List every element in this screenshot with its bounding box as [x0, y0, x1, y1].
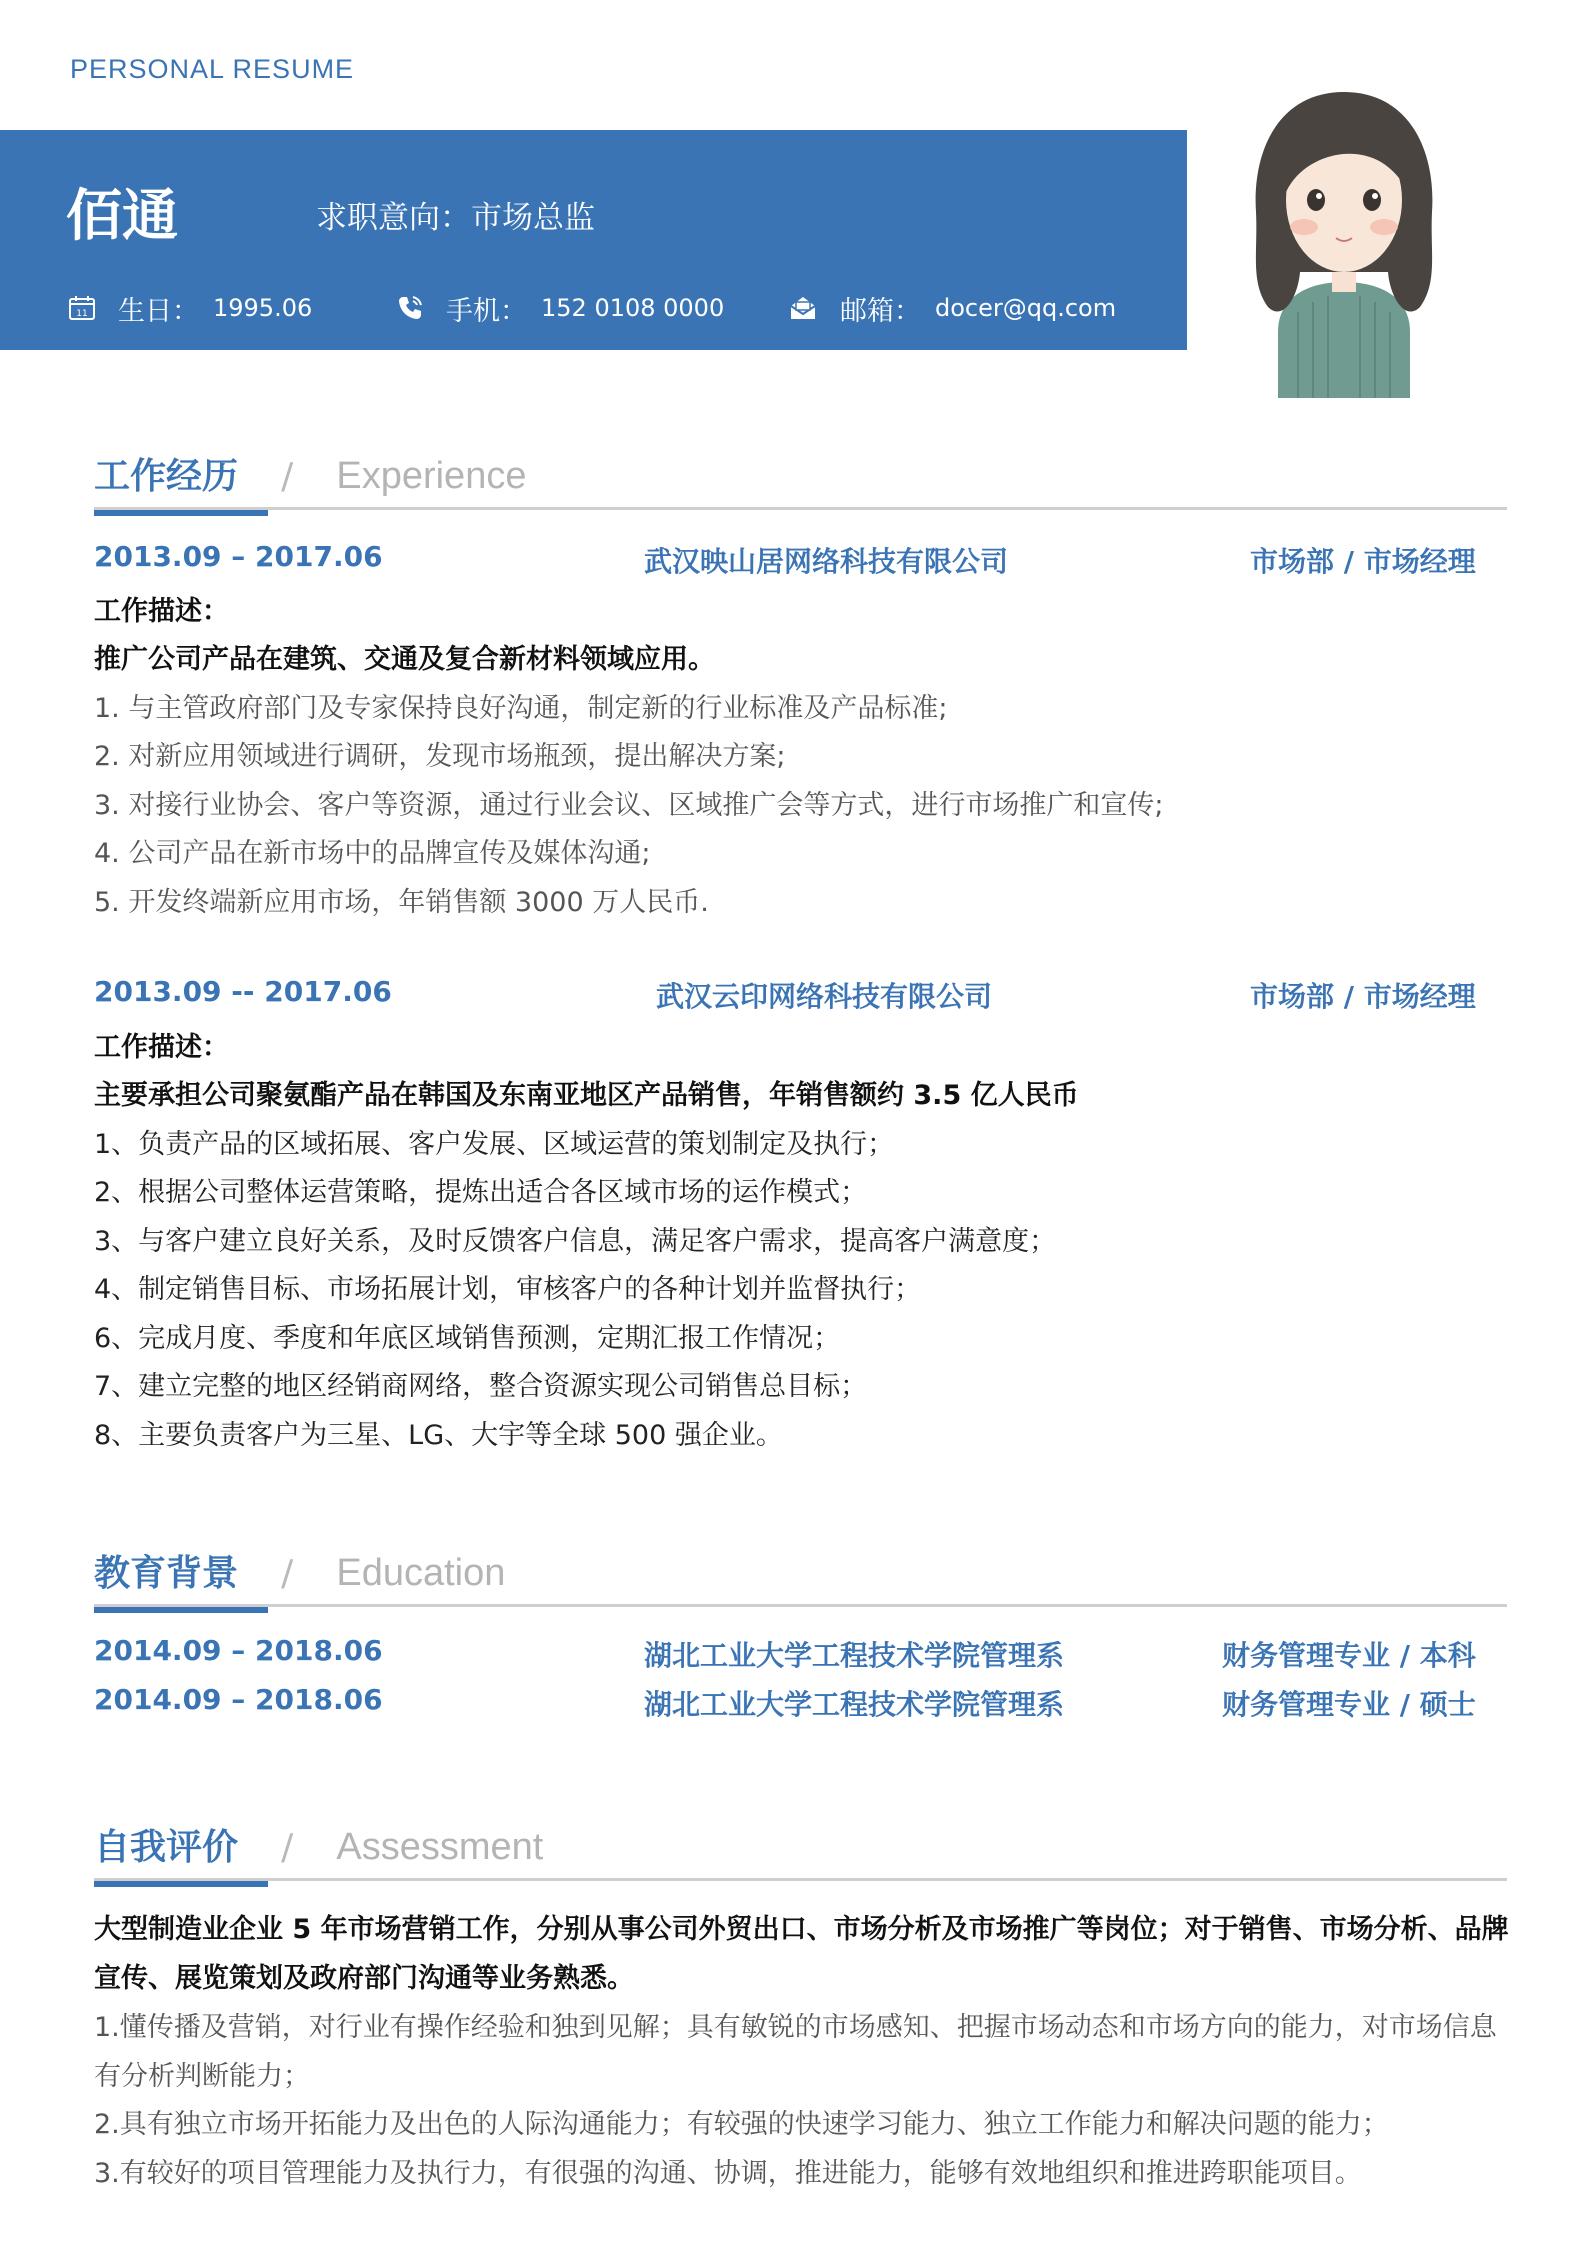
list-item: 8、主要负责客户为三星、LG、大宇等全球 500 强企业。 — [94, 1420, 783, 1451]
experience-title: 工作经历 — [94, 456, 239, 497]
job-period: 2013.09 -- 2017.06 — [94, 975, 392, 1008]
assessment-title-en: Assessment — [336, 1826, 544, 1868]
education-accent-bar — [94, 1607, 268, 1613]
edu-school: 湖北工业大学工程技术学院管理系 — [644, 1688, 1065, 1721]
birth-value: 1995.06 — [213, 294, 313, 322]
job-summary: 主要承担公司聚氨酯产品在韩国及东南亚地区产品销售，年销售额约 3.5 亿人民币 — [94, 1080, 1079, 1111]
resume-label: PERSONAL RESUME — [70, 54, 355, 84]
candidate-name: 佰通 — [66, 184, 178, 249]
edu-period: 2014.09 – 2018.06 — [94, 1634, 383, 1667]
list-item: 1、负责产品的区域拓展、客户发展、区域运营的策划制定及执行； — [94, 1129, 895, 1160]
birth-label: 生日： — [118, 295, 199, 327]
job-period: 2013.09 – 2017.06 — [94, 540, 383, 573]
experience-divider — [94, 507, 1507, 510]
job-role: 市场部 / 市场经理 — [1250, 980, 1476, 1013]
edu-major: 财务管理专业 / 硕士 — [1222, 1688, 1476, 1721]
birth-info — [68, 288, 312, 328]
phone-info — [396, 288, 724, 328]
education-slash: / — [281, 1553, 294, 1594]
calendar-icon — [68, 294, 96, 322]
job-desc-label: 工作描述： — [94, 1032, 229, 1063]
edu-period: 2014.09 – 2018.06 — [94, 1683, 383, 1716]
assessment-accent-bar — [94, 1881, 268, 1887]
list-item: 4. 公司产品在新市场中的品牌宣传及媒体沟通; — [94, 838, 651, 869]
experience-heading — [94, 448, 526, 499]
job-company: 武汉映山居网络科技有限公司 — [644, 545, 1009, 578]
list-item: 1. 与主管政府部门及专家保持良好沟通，制定新的行业标准及产品标准; — [94, 693, 948, 724]
list-item: 3. 对接行业协会、客户等资源，通过行业会议、区域推广会等方式，进行市场推广和宣传; — [94, 790, 1164, 821]
list-item: 2. 对新应用领域进行调研，发现市场瓶颈，提出解决方案; — [94, 741, 786, 772]
assessment-heading — [94, 1819, 543, 1870]
job-desc-label: 工作描述： — [94, 596, 229, 627]
job-role: 市场部 / 市场经理 — [1250, 545, 1476, 578]
email-label: 邮箱： — [840, 295, 921, 327]
edu-major: 财务管理专业 / 本科 — [1222, 1639, 1476, 1672]
experience-title-en: Experience — [336, 455, 527, 497]
education-title: 教育背景 — [94, 1553, 239, 1594]
list-item: 4、制定销售目标、市场拓展计划，审核客户的各种计划并监督执行； — [94, 1274, 922, 1305]
svg-text:11: 11 — [76, 309, 88, 319]
list-item: 1.懂传播及营销，对行业有操作经验和独到见解；具有敏锐的市场感知、把握市场动态和市场方向的能力，对市场信息有分析判断能力； — [94, 2012, 1497, 2092]
mail-icon — [788, 294, 818, 322]
assessment-slash: / — [281, 1827, 294, 1868]
email-value: docer@qq.com — [935, 294, 1117, 322]
email-info — [788, 288, 1116, 328]
assessment-summary: 大型制造业企业 5 年市场营销工作，分别从事公司外贸出口、市场分析及市场推广等岗位；对于销售、市场分析、品牌宣传、展览策划及政府部门沟通等业务熟悉。 — [94, 1914, 1509, 1994]
edu-school: 湖北工业大学工程技术学院管理系 — [644, 1639, 1065, 1672]
assessment-title: 自我评价 — [94, 1827, 239, 1868]
job-intent: 求职意向：市场总监 — [316, 200, 595, 236]
list-item: 6、完成月度、季度和年底区域销售预测，定期汇报工作情况； — [94, 1323, 841, 1354]
list-item: 2、根据公司整体运营策略，提炼出适合各区域市场的运作模式； — [94, 1177, 868, 1208]
list-item: 3、与客户建立良好关系，及时反馈客户信息，满足客户需求，提高客户满意度； — [94, 1226, 1057, 1257]
phone-label: 手机： — [446, 295, 527, 327]
list-item: 3.有较好的项目管理能力及执行力，有很强的沟通、协调，推进能力，能够有效地组织和推进跨职能项目。 — [94, 2158, 1362, 2189]
job-summary: 推广公司产品在建筑、交通及复合新材料领域应用。 — [94, 644, 715, 675]
phone-value: 152 0108 0000 — [541, 294, 725, 322]
phone-icon — [396, 294, 424, 322]
assessment-divider — [94, 1878, 1507, 1881]
avatar — [1238, 82, 1450, 398]
job-company: 武汉云印网络科技有限公司 — [656, 980, 993, 1013]
education-title-en: Education — [336, 1552, 506, 1594]
list-item: 5. 开发终端新应用市场，年销售额 3000 万人民币. — [94, 887, 709, 918]
list-item: 7、建立完整的地区经销商网络，整合资源实现公司销售总目标； — [94, 1371, 868, 1402]
education-heading — [94, 1545, 505, 1596]
list-item: 2.具有独立市场开拓能力及出色的人际沟通能力；有较强的快速学习能力、独立工作能力和解决问题的能力； — [94, 2109, 1389, 2140]
experience-accent-bar — [94, 510, 268, 516]
experience-slash: / — [281, 456, 294, 497]
education-divider — [94, 1604, 1507, 1607]
